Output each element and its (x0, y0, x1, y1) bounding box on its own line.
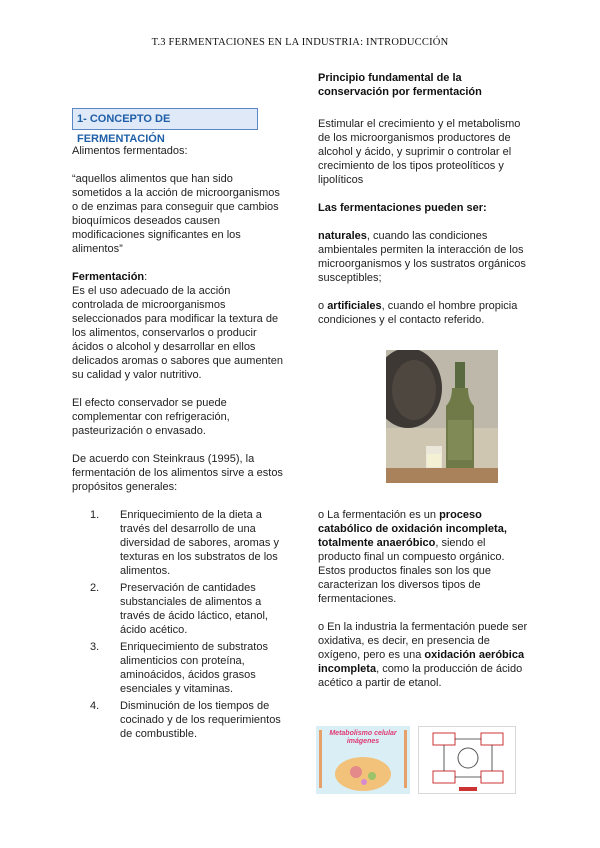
principle-title-text: Principio fundamental de la conservación por fermentación (318, 72, 482, 98)
artificial-text: , cuando el hombre propicia condiciones y el contacto referido. (318, 300, 518, 326)
metabolism-diagram (418, 726, 516, 794)
fermentation-definition: Es el uso adecuado de la acción controlada de microorganismos seleccionados para modificar la textura de los alimentos, conservarlos o producir ácidos o alcohol y desarrollar en ellos delicados aromas o sabores que aumenten su calidad y valor nutritivo. (72, 285, 283, 381)
natural-term: naturales (318, 230, 367, 242)
list-number: 1. (90, 509, 100, 521)
list-text: Preservación de cantidades substanciales de alimentos a través de ácido láctico, etanol, ácido acético. (120, 582, 268, 636)
industry-term: oxidación aeróbica incompleta (318, 649, 525, 675)
right-lower-text (318, 508, 528, 690)
fermentation-heading: Fermentación (72, 271, 145, 283)
artificial-prefix: o (318, 300, 328, 312)
industry-fermentation (318, 620, 528, 690)
list-number: 4. (90, 700, 100, 712)
left-column (72, 108, 284, 744)
artificial-term: artificiales (327, 300, 382, 312)
cider-barrel-photo (386, 350, 498, 483)
industry-prefix: o En la industria la fermentación puede ser oxidativa, es decir, en presencia de oxígeno, pero es una (318, 621, 528, 661)
list-number: 2. (90, 582, 100, 594)
list-text: Enriquecimiento de substratos alimenticios con proteína, aminoácidos, ácidos grasos esenciales y vitaminas. (120, 641, 268, 695)
list-number: 3. (90, 641, 100, 653)
fermentation-heading-line (72, 270, 284, 284)
catabolic-text: , siendo el producto final un compuesto orgánico. Estos productos finales son los que caracterizan los diversos tipos de fermentaciones. (318, 537, 505, 605)
list-item (72, 508, 284, 578)
artificial-fermentation (318, 299, 528, 327)
list-item (72, 699, 284, 741)
conservation-effect: El efecto conservador se puede complementar con refrigeración, pasteurización o envasado. (72, 397, 230, 437)
natural-text: , cuando las condiciones ambientales permiten la interacción de los microorganismos y los sustratos orgánicos susceptibles; (318, 230, 526, 284)
list-item (72, 581, 284, 637)
catabolic-definition (318, 508, 528, 606)
types-title-text: Las fermentaciones pueden ser: (318, 202, 487, 214)
types-title (318, 201, 528, 215)
right-column (318, 71, 528, 327)
natural-fermentation (318, 229, 528, 285)
page-header: T.3 FERMENTACIONES EN LA INDUSTRIA: INTRODUCCIÓN (151, 37, 449, 48)
industry-text: , como la producción de ácido acético a partir de etanol. (318, 663, 523, 689)
purposes-list (72, 508, 284, 741)
fermentation-colon: : (144, 271, 148, 283)
metabolism-image-title: Metabolismo celular imágenes (329, 730, 397, 745)
catabolic-term: proceso catabólico de oxidación incompleta, totalmente anaeróbico (318, 509, 507, 549)
metabolism-image (316, 726, 410, 794)
list-text: Enriquecimiento de la dieta a través del desarrollo de una diversidad de sabores, aromas y texturas en los substratos de los alimentos. (120, 509, 279, 577)
list-item (72, 640, 284, 696)
fermented-foods-quote: “aquellos alimentos que han sido sometidos a la acción de microorganismos o de enzimas para conseguir que cambios bioquímicos deseados causen modificaciones significantes en los alimentos” (72, 173, 280, 255)
cell-illustration (316, 726, 410, 794)
catabolic-prefix: o La fermentación es un (318, 509, 440, 521)
principle-text: Estimular el crecimiento y el metabolismo de los microorganismos productores de alcohol y ácido, y suprimir o controlar el crecimiento de los tipos proteolíticos y lipolíticos (318, 118, 521, 186)
list-text: Disminución de los tiempos de cocinado y de los requerimientos de combustible. (120, 700, 281, 740)
barrel-bottle-illustration (386, 350, 498, 483)
fermented-foods-label: Alimentos fermentados: (72, 145, 188, 157)
metabolic-cycle-diagram (419, 727, 516, 794)
section-title: 1- CONCEPTO DE FERMENTACIÓN (72, 108, 258, 130)
principle-title (318, 71, 528, 99)
steinkraus-intro: De acuerdo con Steinkraus (1995), la fermentación de los alimentos sirve a estos propósitos generales: (72, 453, 283, 493)
